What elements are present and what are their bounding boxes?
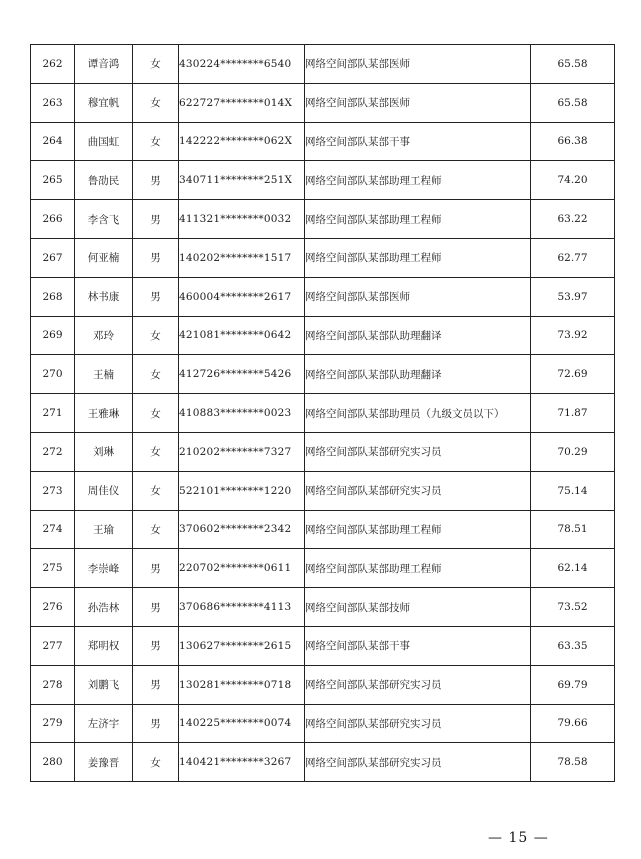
candidate-id-number: 130627********2615 [179, 626, 305, 665]
candidate-sex: 女 [133, 122, 179, 161]
table-row [31, 122, 615, 161]
table-row [31, 277, 615, 316]
candidate-sex: 男 [133, 200, 179, 239]
candidate-name: 王瑜 [75, 510, 133, 549]
row-number: 276 [31, 588, 75, 627]
table-row [31, 510, 615, 549]
row-number: 266 [31, 200, 75, 239]
candidate-score: 65.58 [531, 83, 615, 122]
candidate-sex: 男 [133, 549, 179, 588]
candidate-score: 71.87 [531, 394, 615, 433]
candidate-sex: 男 [133, 626, 179, 665]
candidate-id-number: 522101********1220 [179, 471, 305, 510]
table-row [31, 704, 615, 743]
candidate-sex: 女 [133, 394, 179, 433]
candidate-score: 69.79 [531, 665, 615, 704]
candidate-id-number: 411321********0032 [179, 200, 305, 239]
applied-position: 网络空间部队某部助理工程师 [305, 238, 531, 277]
page-number: — 15 — [488, 830, 549, 846]
row-number: 275 [31, 549, 75, 588]
candidate-score: 63.22 [531, 200, 615, 239]
candidate-sex: 男 [133, 665, 179, 704]
candidate-id-number: 430224********6540 [179, 45, 305, 84]
candidate-score: 74.20 [531, 161, 615, 200]
candidate-name: 周佳仪 [75, 471, 133, 510]
candidate-score: 62.77 [531, 238, 615, 277]
candidate-sex: 女 [133, 510, 179, 549]
candidate-name: 李含飞 [75, 200, 133, 239]
candidate-name: 王雅琳 [75, 394, 133, 433]
candidate-name: 孙浩林 [75, 588, 133, 627]
candidate-sex: 女 [133, 45, 179, 84]
row-number: 271 [31, 394, 75, 433]
candidate-table [30, 44, 615, 782]
candidate-id-number: 140202********1517 [179, 238, 305, 277]
candidate-score: 53.97 [531, 277, 615, 316]
table-row [31, 355, 615, 394]
candidate-name: 刘鹏飞 [75, 665, 133, 704]
row-number: 277 [31, 626, 75, 665]
applied-position: 网络空间部队某部医师 [305, 83, 531, 122]
row-number: 269 [31, 316, 75, 355]
row-number: 267 [31, 238, 75, 277]
candidate-name: 王楠 [75, 355, 133, 394]
candidate-id-number: 140225********0074 [179, 704, 305, 743]
row-number: 264 [31, 122, 75, 161]
row-number: 265 [31, 161, 75, 200]
row-number: 278 [31, 665, 75, 704]
candidate-sex: 女 [133, 743, 179, 782]
candidate-name: 鲁劭民 [75, 161, 133, 200]
table-row [31, 394, 615, 433]
table-row [31, 471, 615, 510]
table-row [31, 665, 615, 704]
applied-position: 网络空间部队某部助理工程师 [305, 200, 531, 239]
applied-position: 网络空间部队某部技师 [305, 588, 531, 627]
table-row [31, 743, 615, 782]
candidate-sex: 女 [133, 355, 179, 394]
row-number: 270 [31, 355, 75, 394]
table-row [31, 83, 615, 122]
candidate-id-number: 622727********014X [179, 83, 305, 122]
candidate-score: 65.58 [531, 45, 615, 84]
candidate-score: 78.58 [531, 743, 615, 782]
applied-position: 网络空间部队某部医师 [305, 277, 531, 316]
applied-position: 网络空间部队某部助理员（九级文员以下） [305, 394, 531, 433]
candidate-sex: 男 [133, 238, 179, 277]
candidate-sex: 男 [133, 704, 179, 743]
candidate-score: 73.92 [531, 316, 615, 355]
applied-position: 网络空间部队某部研究实习员 [305, 432, 531, 471]
candidate-sex: 女 [133, 471, 179, 510]
table-row [31, 432, 615, 471]
candidate-name: 何亚楠 [75, 238, 133, 277]
applied-position: 网络空间部队某部助理工程师 [305, 549, 531, 588]
candidate-name: 林书康 [75, 277, 133, 316]
candidate-sex: 男 [133, 588, 179, 627]
applied-position: 网络空间部队某部研究实习员 [305, 471, 531, 510]
candidate-score: 62.14 [531, 549, 615, 588]
applied-position: 网络空间部队某部研究实习员 [305, 743, 531, 782]
applied-position: 网络空间部队某部干事 [305, 122, 531, 161]
candidate-id-number: 421081********0642 [179, 316, 305, 355]
row-number: 280 [31, 743, 75, 782]
candidate-id-number: 460004********2617 [179, 277, 305, 316]
applied-position: 网络空间部队某部助理工程师 [305, 510, 531, 549]
candidate-score: 73.52 [531, 588, 615, 627]
candidate-sex: 女 [133, 83, 179, 122]
candidate-score: 78.51 [531, 510, 615, 549]
candidate-id-number: 130281********0718 [179, 665, 305, 704]
row-number: 279 [31, 704, 75, 743]
candidate-name: 穆宜帆 [75, 83, 133, 122]
candidate-name: 邓玲 [75, 316, 133, 355]
table-row [31, 588, 615, 627]
candidate-sex: 男 [133, 161, 179, 200]
candidate-score: 75.14 [531, 471, 615, 510]
candidate-id-number: 210202********7327 [179, 432, 305, 471]
candidate-name: 李崇峰 [75, 549, 133, 588]
table-row [31, 626, 615, 665]
candidate-name: 谭音鸿 [75, 45, 133, 84]
applied-position: 网络空间部队某部研究实习员 [305, 704, 531, 743]
candidate-id-number: 220702********0611 [179, 549, 305, 588]
candidate-score: 66.38 [531, 122, 615, 161]
candidate-name: 左济宇 [75, 704, 133, 743]
row-number: 274 [31, 510, 75, 549]
table-row [31, 549, 615, 588]
applied-position: 网络空间部队某部研究实习员 [305, 665, 531, 704]
candidate-id-number: 340711********251X [179, 161, 305, 200]
table-row [31, 161, 615, 200]
applied-position: 网络空间部队某部医师 [305, 45, 531, 84]
candidate-id-number: 140421********3267 [179, 743, 305, 782]
applied-position: 网络空间部队某部队助理翻译 [305, 316, 531, 355]
table-row [31, 316, 615, 355]
candidate-id-number: 410883********0023 [179, 394, 305, 433]
applied-position: 网络空间部队某部助理工程师 [305, 161, 531, 200]
candidate-score: 72.69 [531, 355, 615, 394]
table-row [31, 45, 615, 84]
row-number: 262 [31, 45, 75, 84]
candidate-sex: 女 [133, 432, 179, 471]
candidate-score: 79.66 [531, 704, 615, 743]
applied-position: 网络空间部队某部队助理翻译 [305, 355, 531, 394]
candidate-sex: 男 [133, 277, 179, 316]
candidate-sex: 女 [133, 316, 179, 355]
candidate-score: 70.29 [531, 432, 615, 471]
candidate-name: 刘琳 [75, 432, 133, 471]
candidate-id-number: 370686********4113 [179, 588, 305, 627]
row-number: 268 [31, 277, 75, 316]
candidate-name: 姜豫晋 [75, 743, 133, 782]
applied-position: 网络空间部队某部干事 [305, 626, 531, 665]
candidate-name: 郑明权 [75, 626, 133, 665]
candidate-id-number: 412726********5426 [179, 355, 305, 394]
candidate-id-number: 142222********062X [179, 122, 305, 161]
candidate-id-number: 370602********2342 [179, 510, 305, 549]
candidate-score: 63.35 [531, 626, 615, 665]
row-number: 272 [31, 432, 75, 471]
candidate-table-body [31, 45, 615, 782]
candidate-name: 曲国虹 [75, 122, 133, 161]
row-number: 273 [31, 471, 75, 510]
table-row [31, 200, 615, 239]
row-number: 263 [31, 83, 75, 122]
table-row [31, 238, 615, 277]
